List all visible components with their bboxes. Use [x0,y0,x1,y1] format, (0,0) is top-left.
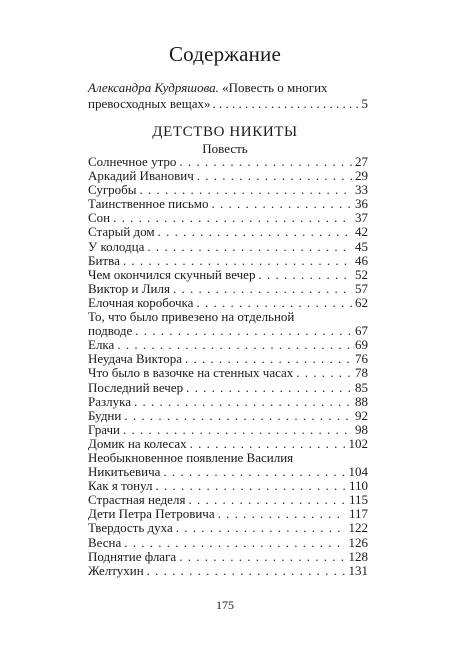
toc-entry-title: Страстная неделя [88,492,186,508]
toc-entry [88,409,368,423]
toc-entry [88,254,368,268]
toc-entry-page: 76 [355,351,368,367]
dot-leader [179,550,345,564]
toc-entry [88,493,368,507]
toc-entry-title: У колодца [88,238,145,254]
intro-line-2 [88,96,368,112]
toc-entry-title: Последний вечер [88,379,184,395]
toc-entry-title: Виктор и Лиля [88,280,170,296]
toc-entry-page: 42 [355,224,368,240]
dot-leader [140,183,352,197]
dot-leader [185,352,352,366]
toc-entry-page: 102 [348,435,368,451]
dot-leader [218,507,346,521]
dot-leader [124,409,352,423]
dot-leader [186,381,352,395]
toc-entry-page: 122 [348,520,368,536]
toc-entry [88,366,368,380]
toc-entry [88,507,368,521]
intro-title-part2: превосходных вещах» [88,96,211,111]
toc-entry [88,310,368,338]
dot-leader [147,564,346,578]
toc-entry [88,155,368,169]
dot-leader [179,155,352,169]
toc-entry-title: Желтухин [88,562,144,578]
toc-entry-page: 117 [348,506,368,522]
toc-entry-page: 115 [348,492,368,508]
toc-entry [88,211,368,225]
intro-entry [88,80,368,112]
toc-entry-page: 92 [355,407,368,423]
dot-leader [113,211,352,225]
toc-entry [88,240,368,254]
intro-author: Александра Кудряшова. [88,80,219,95]
toc-entry-title: Таинственное письмо [88,196,209,212]
dot-leader [196,296,352,310]
toc-entry-page: 27 [355,154,368,169]
dot-leader [135,324,352,338]
page-number: 175 [216,598,234,612]
toc-entry-title: Весна [88,534,122,550]
toc-entry-line2 [88,324,368,338]
toc-entry-page: 45 [355,238,368,254]
toc-entry [88,338,368,352]
dot-leader [190,437,346,451]
dot-leader [197,169,352,183]
toc-entry [88,564,368,578]
toc-entry-title: Дети Петра Петровича [88,506,215,522]
dot-leader [176,521,346,535]
toc-entry-page: 52 [355,266,368,282]
toc-entry-title: Сугробы [88,182,137,198]
toc-entry [88,296,368,310]
toc-entry-title: Старый дом [88,224,155,240]
toc-entry-title: Аркадий Иванович [88,168,194,184]
toc-entry-page: 104 [348,464,368,480]
toc-entry-page: 29 [355,168,368,184]
page-title: Содержание [168,42,282,66]
toc-entry-page: 69 [355,337,368,353]
dot-leader [123,423,352,437]
toc-entry [88,536,368,550]
toc-entry-title: Домик на колесах [88,435,187,451]
dot-leader [173,282,352,296]
dot-leader [212,197,352,211]
toc-entry [88,521,368,535]
table-of-contents [88,155,368,578]
toc-entry [88,268,368,282]
toc-entry-title: Твердость духа [88,520,173,536]
dot-leader [123,254,352,268]
toc-entry-title: Солнечное утро [88,154,177,169]
intro-title-part1: «Повесть о многих [222,80,328,95]
intro-line-1 [88,80,368,96]
toc-entry-title: Битва [88,252,120,268]
dot-leader [124,536,345,550]
toc-entry-page: 110 [348,478,368,494]
toc-entry-page: 78 [355,365,368,381]
toc-entry-title: Елочная коробочка [88,294,194,310]
toc-entry-page: 62 [355,294,368,310]
toc-entry-page: 128 [348,548,368,564]
toc-entry-title: Неудача Виктора [88,351,182,367]
toc-entry-title: Разлука [88,393,132,409]
dot-leader [147,240,352,254]
toc-entry [88,225,368,239]
intro-page: 5 [361,96,368,111]
toc-entry-title-line1: Необыкновенное появление Василия [88,449,294,465]
toc-entry [88,550,368,564]
toc-entry-title: Чем окончился скучный вечер [88,266,256,282]
toc-entry-title: Будни [88,407,122,423]
toc-entry-page: 126 [348,534,368,550]
dot-leader [163,465,345,479]
dot-leader [188,493,346,507]
toc-entry [88,479,368,493]
toc-entry [88,197,368,211]
dot-leader [296,366,352,380]
toc-entry-page: 131 [348,562,368,578]
toc-entry-page: 98 [355,421,368,437]
toc-entry-title: Как я тонул [88,478,153,494]
toc-entry [88,183,368,197]
dot-leader [158,225,352,239]
toc-entry-page: 88 [355,393,368,409]
toc-entry-title-line1: То, что было привезено на отдельной [88,309,295,325]
toc-entry [88,423,368,437]
dot-leader [213,96,360,112]
toc-entry-title: Грачи [88,421,120,437]
toc-entry-line2 [88,465,368,479]
section-subtitle: Повесть [202,141,248,156]
toc-entry-title-line2: Никитьевича [88,464,161,480]
toc-entry-page: 33 [355,182,368,198]
toc-entry [88,282,368,296]
toc-entry [88,437,368,451]
toc-entry [88,451,368,479]
toc-entry-page: 36 [355,196,368,212]
toc-entry-page: 57 [355,280,368,296]
toc-entry [88,381,368,395]
toc-entry-page: 85 [355,379,368,395]
toc-entry [88,352,368,366]
toc-entry-page: 46 [355,252,368,268]
dot-leader [117,338,352,352]
toc-entry [88,169,368,183]
section-title: ДЕТСТВО НИКИТЫ [152,124,298,140]
toc-entry-title: Что было в вазочке на стенных часах [88,365,294,381]
toc-entry-page: 67 [355,323,368,339]
toc-entry-title: Елка [88,337,115,353]
toc-entry-page: 37 [355,210,368,226]
toc-entry-title-line2: подводе [88,323,133,339]
dot-leader [155,479,346,493]
toc-entry [88,395,368,409]
toc-entry-title: Сон [88,210,111,226]
dot-leader [134,395,352,409]
toc-entry-title: Поднятие флага [88,548,177,564]
dot-leader [258,268,352,282]
